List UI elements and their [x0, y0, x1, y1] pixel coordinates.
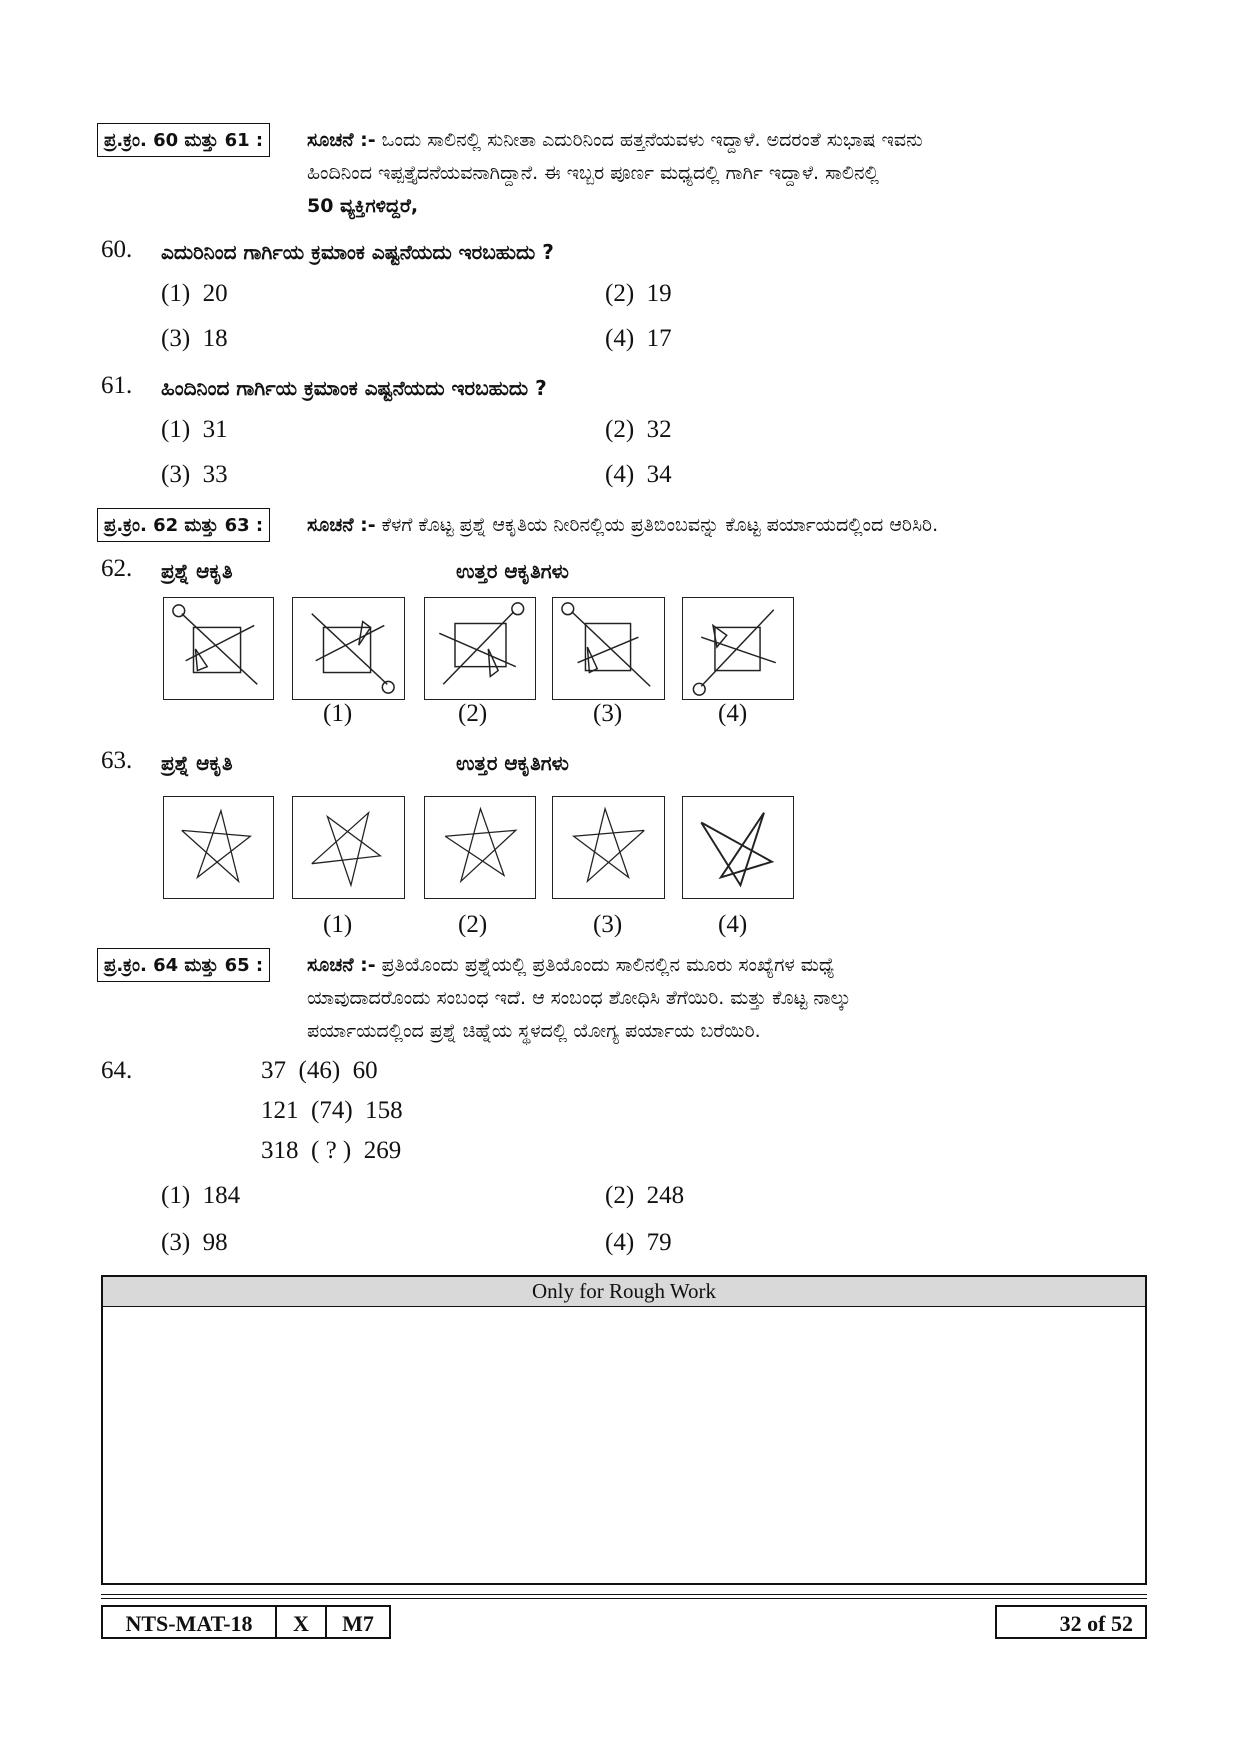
paper-set: X — [275, 1605, 327, 1639]
answer-figure-2[interactable] — [424, 597, 536, 700]
instruction-label: ಸೂಚನೆ :- — [307, 954, 376, 976]
figure-label: (2) — [458, 911, 488, 938]
section-label-60-61: ಪ್ರ.ಕ್ರಂ. 60 ಮತ್ತು 61 : — [97, 123, 270, 157]
option[interactable]: (3) 33 — [161, 461, 228, 488]
question-text: ಎದುರಿನಿಂದ ಗಾರ್ಗಿಯ ಕ್ರಮಾಂಕ ಎಷ್ಟನೆಯದು ಇರಬಹುದು ? — [161, 240, 554, 264]
question-figure-label: ಪ್ರಶ್ನೆ ಆಕೃತಿ — [161, 751, 233, 775]
figure-label: (1) — [323, 700, 353, 727]
question-number: 61. — [101, 372, 133, 399]
star-figure-drawing — [425, 797, 535, 898]
instruction-line: ಪರ್ಯಾಯದಲ್ಲಿಂದ ಪ್ರಶ್ನೆ ಚಿಹ್ನೆಯ ಸ್ಥಳದಲ್ಲಿ ಯೋಗ್ಯ ಪರ್ಯಾಯ ಬರೆಯಿರಿ. — [307, 1020, 761, 1042]
number-row: 37 (46) 60 — [261, 1057, 378, 1084]
answer-figures-label: ಉತ್ತರ ಆಕೃತಿಗಳು — [456, 559, 569, 583]
option[interactable]: (2) 32 — [605, 416, 672, 443]
option[interactable]: (4) 34 — [605, 461, 672, 488]
question-number: 60. — [101, 236, 133, 263]
footer-rule — [101, 1598, 1147, 1599]
figure-label: (2) — [458, 700, 488, 727]
option[interactable]: (2) 248 — [605, 1182, 685, 1209]
answer-figure-1[interactable] — [292, 597, 405, 700]
figure-label: (4) — [718, 911, 748, 938]
page-number: 32 of 52 — [995, 1605, 1147, 1639]
mirror-figure-drawing — [425, 598, 535, 699]
question-figure-label: ಪ್ರಶ್ನೆ ಆಕೃತಿ — [161, 559, 233, 583]
instruction-line: ಒಂದು ಸಾಲಿನಲ್ಲಿ ಸುನೀತಾ ಎದುರಿನಿಂದ ಹತ್ತನೆಯವಳು ಇದ್ದಾಳೆ. ಅದರಂತೆ ಸುಭಾಷ ಇವನು — [381, 129, 923, 151]
paper-code: NTS-MAT-18 — [101, 1605, 277, 1639]
answer-figure-3[interactable] — [552, 597, 665, 700]
option[interactable]: (4) 17 — [605, 325, 672, 352]
star-figure-drawing — [293, 797, 404, 898]
option[interactable]: (2) 19 — [605, 280, 672, 307]
answer-figure-4[interactable] — [682, 597, 794, 700]
number-row: 121 (74) 158 — [261, 1097, 403, 1124]
question-number: 62. — [101, 555, 133, 582]
question-number: 64. — [101, 1057, 133, 1084]
figure-label: (3) — [593, 700, 623, 727]
instruction-64-65 — [307, 949, 1157, 1048]
instruction-60-61 — [307, 124, 1157, 223]
number-row: 318 ( ? ) 269 — [261, 1137, 402, 1164]
question-text: ಹಿಂದಿನಿಂದ ಗಾರ್ಗಿಯ ಕ್ರಮಾಂಕ ಎಷ್ಟನೆಯದು ಇರಬಹುದು ? — [161, 376, 547, 400]
mirror-figure-drawing — [164, 598, 273, 699]
star-figure-drawing — [683, 797, 793, 898]
instruction-line: 50 ವ್ಯಕ್ತಿಗಳಿದ್ದರೆ, — [307, 195, 419, 217]
section-label-62-63: ಪ್ರ.ಕ್ರಂ. 62 ಮತ್ತು 63 : — [97, 508, 270, 542]
instruction-line: ಕೆಳಗೆ ಕೊಟ್ಟ ಪ್ರಶ್ನೆ ಆಕೃತಿಯ ನೀರಿನಲ್ಲಿಯ ಪ್ರತಿಬಿಂಬವನ್ನು ಕೊಟ್ಟ ಪರ್ಯಾಯದಲ್ಲಿಂದ ಆರಿಸಿರಿ. — [381, 514, 939, 536]
question-figure — [163, 597, 274, 700]
footer-rule — [101, 1594, 1147, 1595]
question-figure — [163, 796, 274, 899]
instruction-line: ಹಿಂದಿನಿಂದ ಇಪ್ಪತ್ತೈದನೆಯವನಾಗಿದ್ದಾನೆ. ಈ ಇಬ್ಬರ ಪೂರ್ಣ ಮಧ್ಯದಲ್ಲಿ ಗಾರ್ಗಿ ಇದ್ದಾಳೆ. ಸಾಲಿನಲ್ಲಿ — [307, 162, 879, 184]
answer-figure-2[interactable] — [424, 796, 536, 899]
figure-label: (3) — [593, 911, 623, 938]
instruction-62-63 — [307, 509, 1157, 542]
answer-figure-4[interactable] — [682, 796, 794, 899]
option[interactable]: (3) 98 — [161, 1229, 228, 1256]
rough-work-area — [101, 1275, 1147, 1585]
instruction-line: ಯಾವುದಾದರೊಂದು ಸಂಬಂಧ ಇದೆ. ಆ ಸಂಬಂಧ ಶೋಧಿಸಿ ತೆಗೆಯಿರಿ. ಮತ್ತು ಕೊಟ್ಟ ನಾಲ್ಕು — [307, 987, 851, 1009]
mirror-figure-drawing — [683, 598, 793, 699]
instruction-label: ಸೂಚನೆ :- — [307, 129, 376, 151]
rough-work-title: Only for Rough Work — [103, 1277, 1145, 1307]
answer-figure-3[interactable] — [552, 796, 665, 899]
answer-figures-label: ಉತ್ತರ ಆಕೃತಿಗಳು — [456, 751, 569, 775]
option[interactable]: (3) 18 — [161, 325, 228, 352]
option[interactable]: (4) 79 — [605, 1229, 672, 1256]
mirror-figure-drawing — [293, 598, 404, 699]
question-number: 63. — [101, 747, 133, 774]
option[interactable]: (1) 31 — [161, 416, 228, 443]
paper-medium: M7 — [325, 1605, 391, 1639]
answer-figure-1[interactable] — [292, 796, 405, 899]
option[interactable]: (1) 184 — [161, 1182, 241, 1209]
instruction-line: ಪ್ರತಿಯೊಂದು ಪ್ರಶ್ನೆಯಲ್ಲಿ ಪ್ರತಿಯೊಂದು ಸಾಲಿನಲ್ಲಿನ ಮೂರು ಸಂಖ್ಯೆಗಳ ಮಧ್ಯೆ — [381, 954, 835, 976]
option[interactable]: (1) 20 — [161, 280, 228, 307]
instruction-label: ಸೂಚನೆ :- — [307, 514, 376, 536]
mirror-figure-drawing — [553, 598, 664, 699]
section-label-64-65: ಪ್ರ.ಕ್ರಂ. 64 ಮತ್ತು 65 : — [97, 948, 270, 982]
star-figure-drawing — [164, 797, 273, 898]
figure-label: (1) — [323, 911, 353, 938]
star-figure-drawing — [553, 797, 664, 898]
figure-label: (4) — [718, 700, 748, 727]
